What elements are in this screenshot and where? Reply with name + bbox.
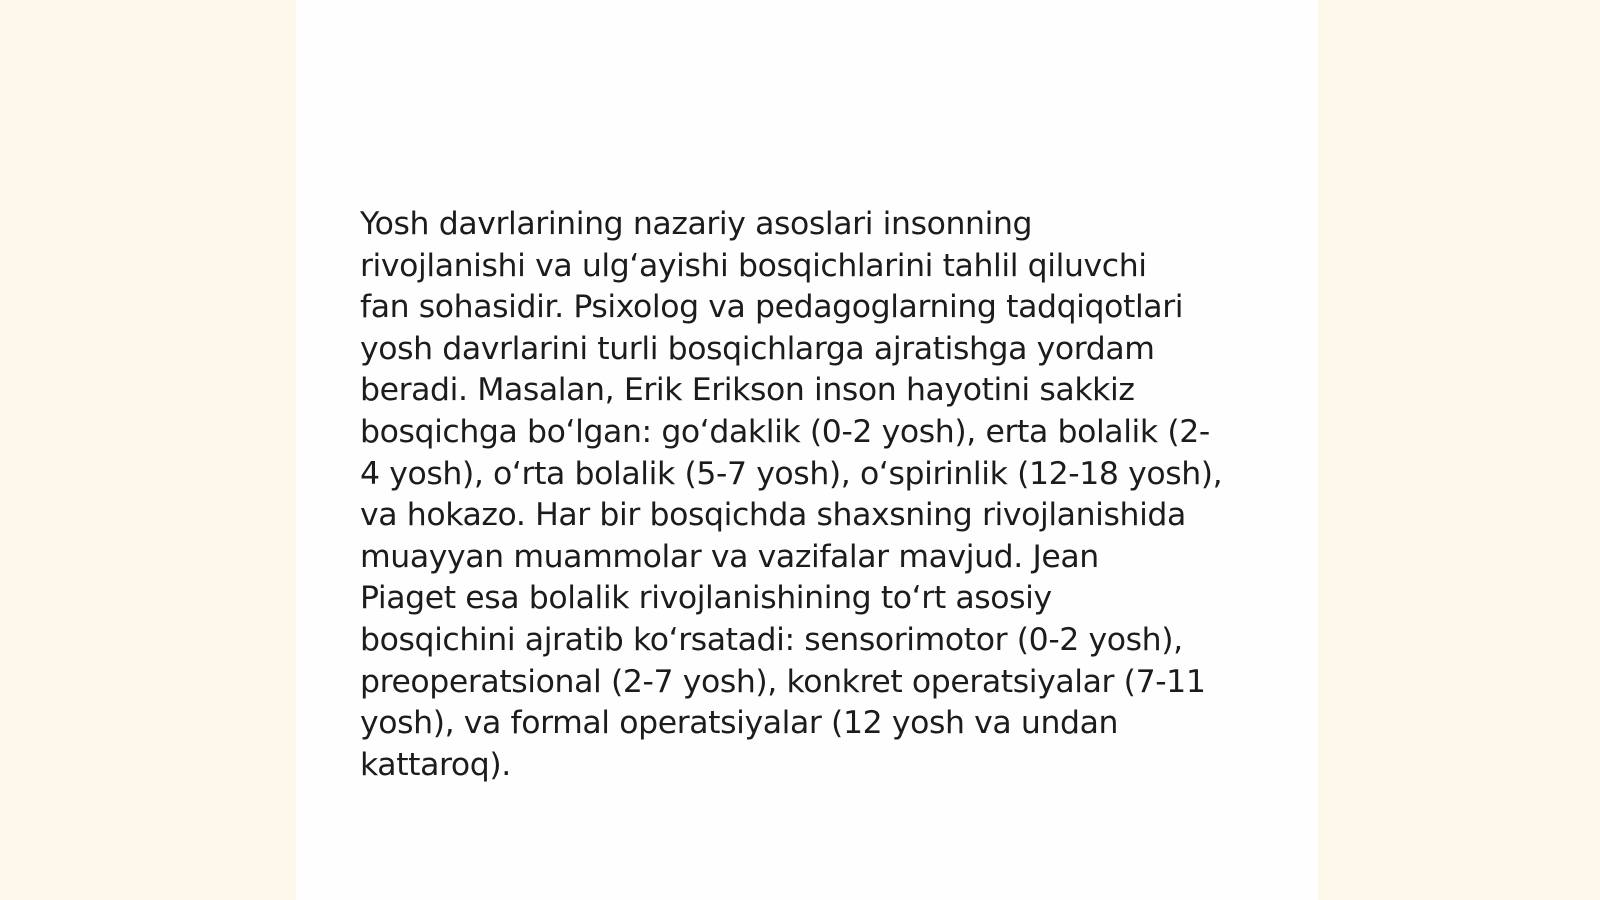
text-line: bosqichga bo‘lgan: go‘daklik (0-2 yosh), erta bolalik (2- bbox=[360, 413, 1210, 450]
text-line: 4 yosh), o‘rta bolalik (5-7 yosh), o‘spirinlik (12-18 yosh), bbox=[360, 455, 1223, 492]
text-line: va hokazo. Har bir bosqichda shaxsning rivojlanishida bbox=[360, 497, 1186, 534]
text-line: rivojlanishi va ulg‘ayishi bosqichlarini tahlil qiluvchi bbox=[360, 247, 1147, 284]
text-line: preoperatsional (2-7 yosh), konkret operatsiyalar (7-11 bbox=[360, 663, 1206, 700]
slide-panel bbox=[296, 0, 1318, 900]
text-line: yosh), va formal operatsiyalar (12 yosh va undan bbox=[360, 705, 1119, 742]
text-line: Piaget esa bolalik rivojlanishining to‘rt asosiy bbox=[360, 580, 1052, 617]
text-line: kattaroq). bbox=[360, 746, 511, 783]
text-line: Yosh davrlarining nazariy asoslari insonning bbox=[360, 206, 1033, 242]
text-line: fan sohasidir. Psixolog va pedagoglarning tadqiqotlari bbox=[360, 289, 1184, 326]
body-paragraph bbox=[360, 204, 1250, 786]
text-line: bosqichini ajratib ko‘rsatadi: sensorimotor (0-2 yosh), bbox=[360, 621, 1183, 658]
text-line: beradi. Masalan, Erik Erikson inson hayotini sakkiz bbox=[360, 372, 1135, 409]
text-line: muayyan muammolar va vazifalar mavjud. Jean bbox=[360, 538, 1099, 575]
text-line: yosh davrlarini turli bosqichlarga ajratishga yordam bbox=[360, 330, 1155, 367]
